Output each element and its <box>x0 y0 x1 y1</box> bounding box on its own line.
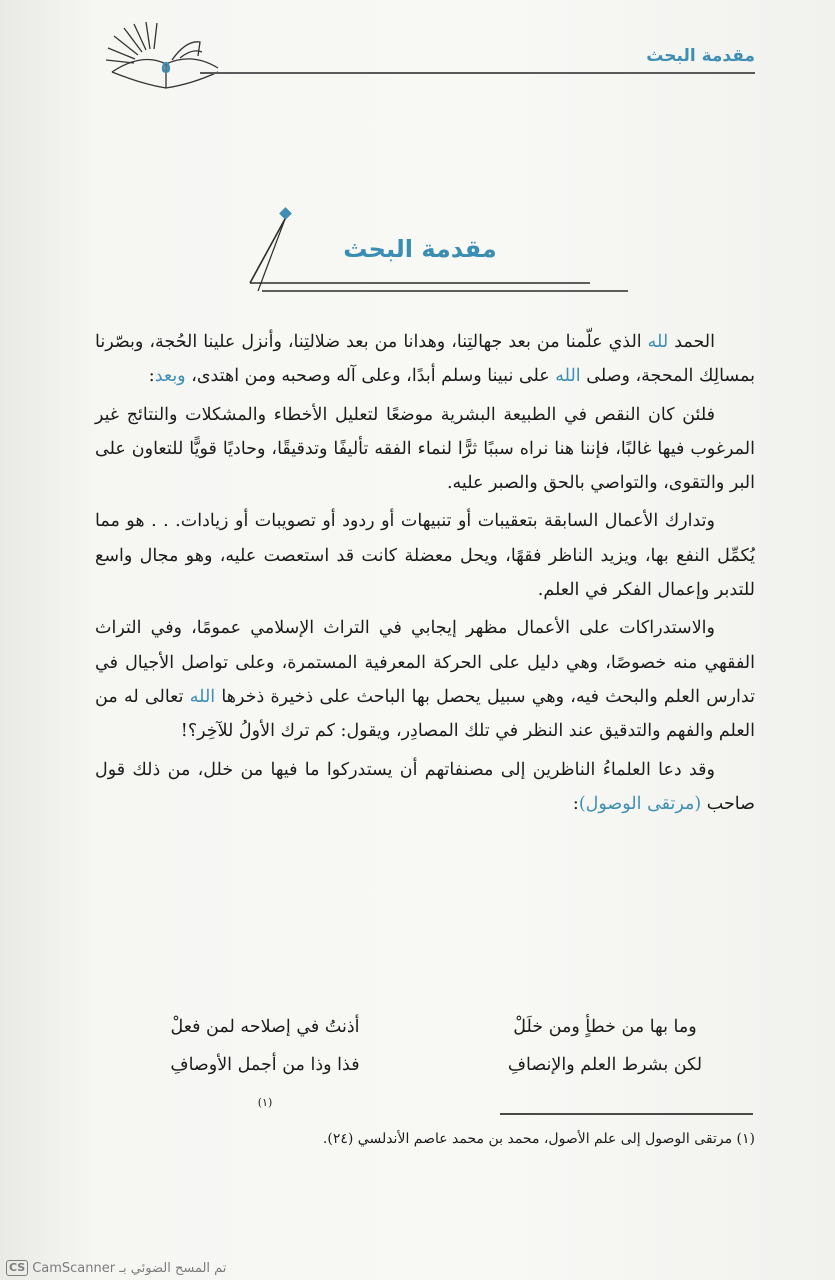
poem-verses <box>120 1008 750 1127</box>
footnote: (١) مرتقى الوصول إلى علم الأصول، محمد بن محمد عاصم الأندلسي (٢٤). <box>322 1131 755 1147</box>
page-number: ٥ <box>160 58 172 78</box>
footnote-marker: (١) <box>257 1096 273 1109</box>
poem-hemistich <box>120 1046 410 1127</box>
paragraph-2: فلئن كان النقص في الطبيعة البشرية موضعًا لتعليل الأخطاء والمشكلات والنتائج غير المرغوب فيها غالبًا، فإننا هنا نراه سببًا ثرًّا لنماء الفقه تأليفًا وتدقيقًا، وحاديًا قويًّا للتعاون على البر والتقوى، والتواصي بالحق والصبر عليه. <box>95 404 755 494</box>
text-span: على نبينا وسلم أبدًا، وعلى آله وصحبه ومن اهتدى، <box>185 366 556 387</box>
highlight-book-title: (مرتقى الوصول) <box>578 793 702 814</box>
footnote-rule <box>500 1113 753 1115</box>
highlight-allah: الله <box>555 366 581 387</box>
highlight-allah: لله <box>647 332 669 352</box>
running-head-title: مقدمة البحث <box>646 46 755 66</box>
watermark-text: تم المسح الضوئي بـ CamScanner <box>32 1260 227 1276</box>
poem-hemistich: أذنتُ في إصلاحه لمن فعلْ <box>170 1017 360 1037</box>
text-span: : <box>148 366 155 387</box>
text-span: تعالى له من العلم والفهم والتدقيق عند النظر في تلك المصادِر، ويقول: كم ترك الأولُ للآخِر؟! <box>95 686 755 742</box>
scanner-watermark <box>6 1260 226 1276</box>
paragraph-5 <box>95 753 755 822</box>
highlight-wabaad: وبعد <box>154 366 186 387</box>
paragraph-4 <box>95 611 755 748</box>
body-text <box>95 325 755 825</box>
poem-hemistich: لكن بشرط العلم والإنصافِ <box>507 1055 703 1075</box>
text-span: الحمد <box>668 332 715 352</box>
text-span: الذي علّمنا من بعد جهالتِنا، وهدانا من بعد ضلالتِنا، وأنزل علينا الحُجة، وبصّرنا بمسالِك المحجة، وصلى <box>95 332 755 387</box>
section-title: مقدمة البحث <box>343 235 497 263</box>
header-rule <box>200 72 755 74</box>
poem-line-1 <box>120 1008 750 1046</box>
poem-hemistich-text: فذا وذا من أجمل الأوصافِ <box>170 1055 360 1075</box>
open-book-ornament-icon <box>102 22 232 92</box>
camscanner-logo-icon: CS <box>6 1260 28 1276</box>
highlight-allah: الله <box>189 686 216 707</box>
text-span: وقد دعا العلماءُ الناظرين إلى مصنفاتهم أن يستدركوا ما فيها من خلل، من ذلك قول صاحب <box>95 759 755 814</box>
paragraph-3: وتدارك الأعمال السابقة بتعقيبات أو تنبيهات أو ردود أو تصويبات أو زيادات. . . هو مما يُكمِّل النفع بها، ويزيد الناظر فقهًا، ويحل معضلة كانت قد استعصت عليه، وهو مجال واسع للتدبر وإعمال الفكر في العلم. <box>95 511 755 601</box>
text-span: : <box>572 793 579 814</box>
text-span: والاستدراكات على الأعمال مظهر إيجابي في التراث الإسلامي عمومًا، وفي التراث الفقهي منه خصوصًا، وهي دليل على الحركة المعرفية المستمرة، وعلى تواصل الأجيال في تدارس العلم والبحث فيه، وهي سبيل يحصل بها الباحث على ذخيرة ذخرها <box>95 618 755 707</box>
poem-hemistich: وما بها من خطأٍ ومن خلَلْ <box>513 1017 697 1037</box>
paragraph-1 <box>95 325 755 394</box>
